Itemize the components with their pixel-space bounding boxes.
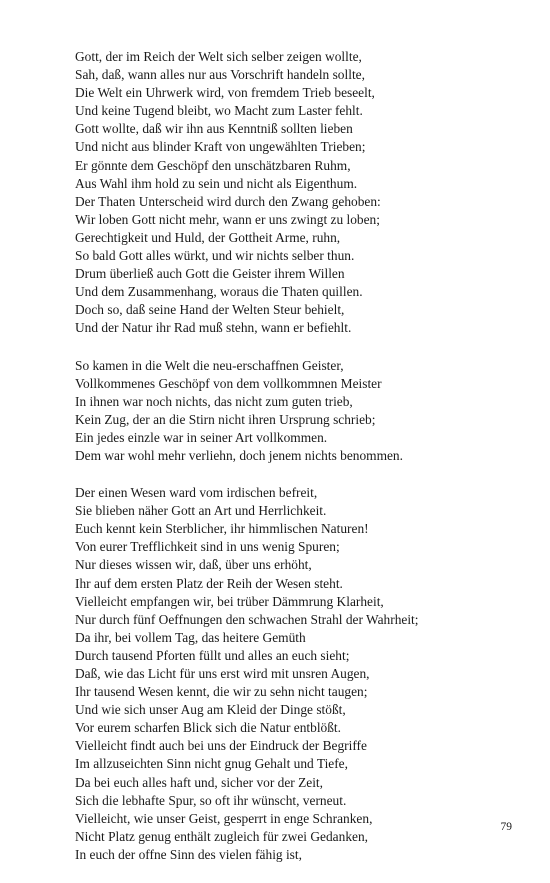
verse-line: Vielleicht findt auch bei uns der Eindruck der Begriffe	[75, 738, 367, 754]
verse-line: Nicht Platz genug enthält zugleich für zwei Gedanken,	[75, 828, 368, 844]
verse-line: Da ihr, bei vollem Tag, das heitere Gemüth	[75, 629, 306, 645]
verse-line: Ihr tausend Wesen kennt, die wir zu sehn nicht taugen;	[75, 684, 368, 700]
verse-line: Nur dieses wissen wir, daß, über uns erhöht,	[75, 557, 312, 573]
verse-line: Euch kennt kein Sterblicher, ihr himmlischen Naturen!	[75, 521, 369, 537]
verse-line: Im allzuseichten Sinn nicht gnug Gehalt und Tiefe,	[75, 756, 348, 772]
verse-line: Vielleicht empfangen wir, bei trüber Dämmrung Klarheit,	[75, 593, 384, 609]
verse-line: Ein jedes einzle war in seiner Art vollkommen.	[75, 429, 328, 445]
verse-line: Dem war wohl mehr verliehn, doch jenem nichts benommen.	[75, 447, 403, 463]
page-number: 79	[500, 821, 512, 833]
verse-line: Daß, wie das Licht für uns erst wird mit unsren Augen,	[75, 666, 370, 681]
verse-line: Der einen Wesen ward vom irdischen befreit,	[75, 485, 318, 501]
verse-line: Vielleicht, wie unser Geist, gesperrt in enge Schranken,	[75, 810, 373, 826]
verse-line: Der Thaten Unterscheid wird durch den Zwang gehoben:	[75, 193, 381, 209]
verse-line: Sie blieben näher Gott an Art und Herrlichkeit.	[75, 503, 327, 519]
verse-line: Und keine Tugend bleibt, wo Macht zum Laster fehlt.	[75, 103, 363, 119]
verse-line: Gott wollte, daß wir ihn aus Kenntniß sollten lieben	[75, 121, 353, 137]
verse-line: Sich die lebhafte Spur, so oft ihr wünscht, verneut.	[75, 792, 347, 808]
verse-line: Kein Zug, der an die Stirn nicht ihren Ursprung schrieb;	[75, 411, 376, 427]
verse-line: Da bei euch alles haft und, sicher vor der Zeit,	[75, 774, 324, 790]
verse-line: Von eurer Trefflichkeit sind in uns wenig Spuren;	[75, 539, 340, 555]
verse-line: Vollkommenes Geschöpf von dem vollkommnen Meister	[75, 375, 382, 391]
verse-line: In ihnen war noch nichts, das nicht zum guten trieb,	[75, 393, 353, 409]
verse-line: Und nicht aus blinder Kraft von ungewählten Trieben;	[75, 139, 366, 155]
verse-line: So kamen in die Welt die neu-erschaffnen Geister,	[75, 357, 344, 373]
verse-line: Die Welt ein Uhrwerk wird, von fremdem Trieb beseelt,	[75, 85, 375, 101]
verse-line: Und wie sich unser Aug am Kleid der Dinge stößt,	[75, 702, 346, 718]
stanza	[75, 48, 535, 338]
verse-line: Gott, der im Reich der Welt sich selber zeigen wollte,	[75, 49, 362, 64]
verse-line: Wir loben Gott nicht mehr, wann er uns zwingt zu loben;	[75, 211, 380, 227]
verse-line: Sah, daß, wann alles nur aus Vorschrift handeln sollte,	[75, 67, 365, 83]
stanza	[75, 357, 535, 466]
verse-line: Er gönnte dem Geschöpf den unschätzbaren Ruhm,	[75, 157, 351, 173]
verse-line: Doch so, daß seine Hand der Welten Steur behielt,	[75, 302, 345, 318]
verse-line: Gerechtigkeit und Huld, der Gottheit Arme, ruhn,	[75, 229, 341, 245]
poem-text	[75, 48, 535, 883]
verse-line: Vor eurem scharfen Blick sich die Natur entblößt.	[75, 720, 342, 736]
verse-line: So bald Gott alles würkt, und wir nichts selber thun.	[75, 248, 355, 264]
stanza	[75, 484, 535, 864]
verse-line: Aus Wahl ihm hold zu sein und nicht als Eigenthum.	[75, 175, 358, 191]
verse-line: Ihr auf dem ersten Platz der Reih der Wesen steht.	[75, 575, 343, 591]
verse-line: Durch tausend Pforten füllt und alles an euch sieht;	[75, 647, 350, 663]
verse-line: Und dem Zusammenhang, woraus die Thaten quillen.	[75, 284, 363, 300]
verse-line: Drum überließ auch Gott die Geister ihrem Willen	[75, 266, 345, 282]
verse-line: Nur durch fünf Oeffnungen den schwachen Strahl der Wahrheit;	[75, 611, 419, 627]
verse-line: In euch der offne Sinn des vielen fähig ist,	[75, 846, 302, 862]
verse-line: Und der Natur ihr Rad muß stehn, wann er befiehlt.	[75, 320, 352, 336]
